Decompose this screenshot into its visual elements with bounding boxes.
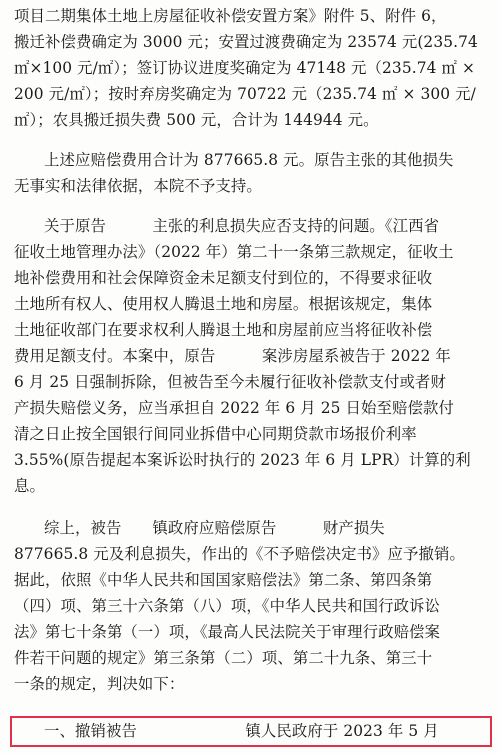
- text-line: 息。: [14, 477, 45, 495]
- text-line: 费用足额支付。本案中，原告 案涉房屋系被告于 2022 年: [14, 347, 451, 365]
- text-line: ㎡×100 元/㎡）；签订协议进度奖确定为 47148 元（235.74 ㎡ ×: [14, 59, 475, 77]
- text-line: 关于原告 主张的利息损失应否支持的问题。《江西省: [44, 217, 440, 235]
- text-line: （四）项、第三十六条第（八）项，《中华人民共和国行政诉讼: [14, 597, 441, 615]
- text-line: 土地所有权人、使用权人腾退土地和房屋。根据该规定，集体: [14, 295, 433, 313]
- text-line: 200 元/㎡）；按时弃房奖确定为 70722 元（235.74 ㎡ × 300 元/: [14, 85, 476, 103]
- text-line: 搬迁补偿费确定为 3000 元；安置过渡费确定为 23574 元(235.74: [14, 33, 478, 51]
- text-line: 一条的规定，判决如下：: [14, 675, 185, 693]
- text-line: ㎡）；农具搬迁损失费 500 元，合计为 144944 元。: [14, 111, 379, 129]
- text-line: 清之日止按全国银行间同业拆借中心同期贷款市场报价利率: [14, 425, 417, 443]
- text-line: 据此，依照《中华人民共和国国家赔偿法》第二条、第四条第: [14, 571, 433, 589]
- text-line: 项目二期集体土地上房屋征收补偿安置方案》附件 5、附件 6，: [14, 7, 447, 25]
- text-line: 上述应赔偿费用合计为 877665.8 元。原告主张的其他损失: [44, 151, 454, 169]
- text-line: 法》第七十条第（一）项，《最高人民法院关于审理行政赔偿案: [14, 623, 441, 641]
- text-line: 无事实和法律依据，本院不予支持。: [14, 177, 262, 195]
- text-line: 征收土地管理办法》（2022 年）第二十一条第三款规定，征收土: [14, 243, 454, 261]
- text-line: 件若干问题的规定》第三条第（二）项、第二十九条、第三十: [14, 649, 433, 667]
- text-line: 3.55%(原告提起本案诉讼时执行的 2023 年 6 月 LPR）计算的利: [14, 451, 471, 469]
- text-line: 877665.8 元及利息损失，作出的《不予赔偿决定书》应予撤销。: [14, 545, 466, 563]
- text-line: 土地征收部门在要求权利人腾退土地和房屋前应当将征收补偿: [14, 321, 433, 339]
- text-line-highlighted: 一、撤销被告 镇人民政府于 2023 年 5 月: [44, 722, 439, 740]
- text-line: 6 月 25 日强制拆除，但被告至今未履行征收补偿款支付或者财: [14, 373, 446, 391]
- text-line: 产损失赔偿义务，应当承担自 2022 年 6 月 25 日始至赔偿款付: [14, 399, 454, 417]
- text-line: 综上，被告 镇政府应赔偿原告 财产损失: [44, 519, 385, 537]
- text-line: 地补偿费用和社会保障资金未足额支付到位的，不得要求征收: [14, 269, 433, 287]
